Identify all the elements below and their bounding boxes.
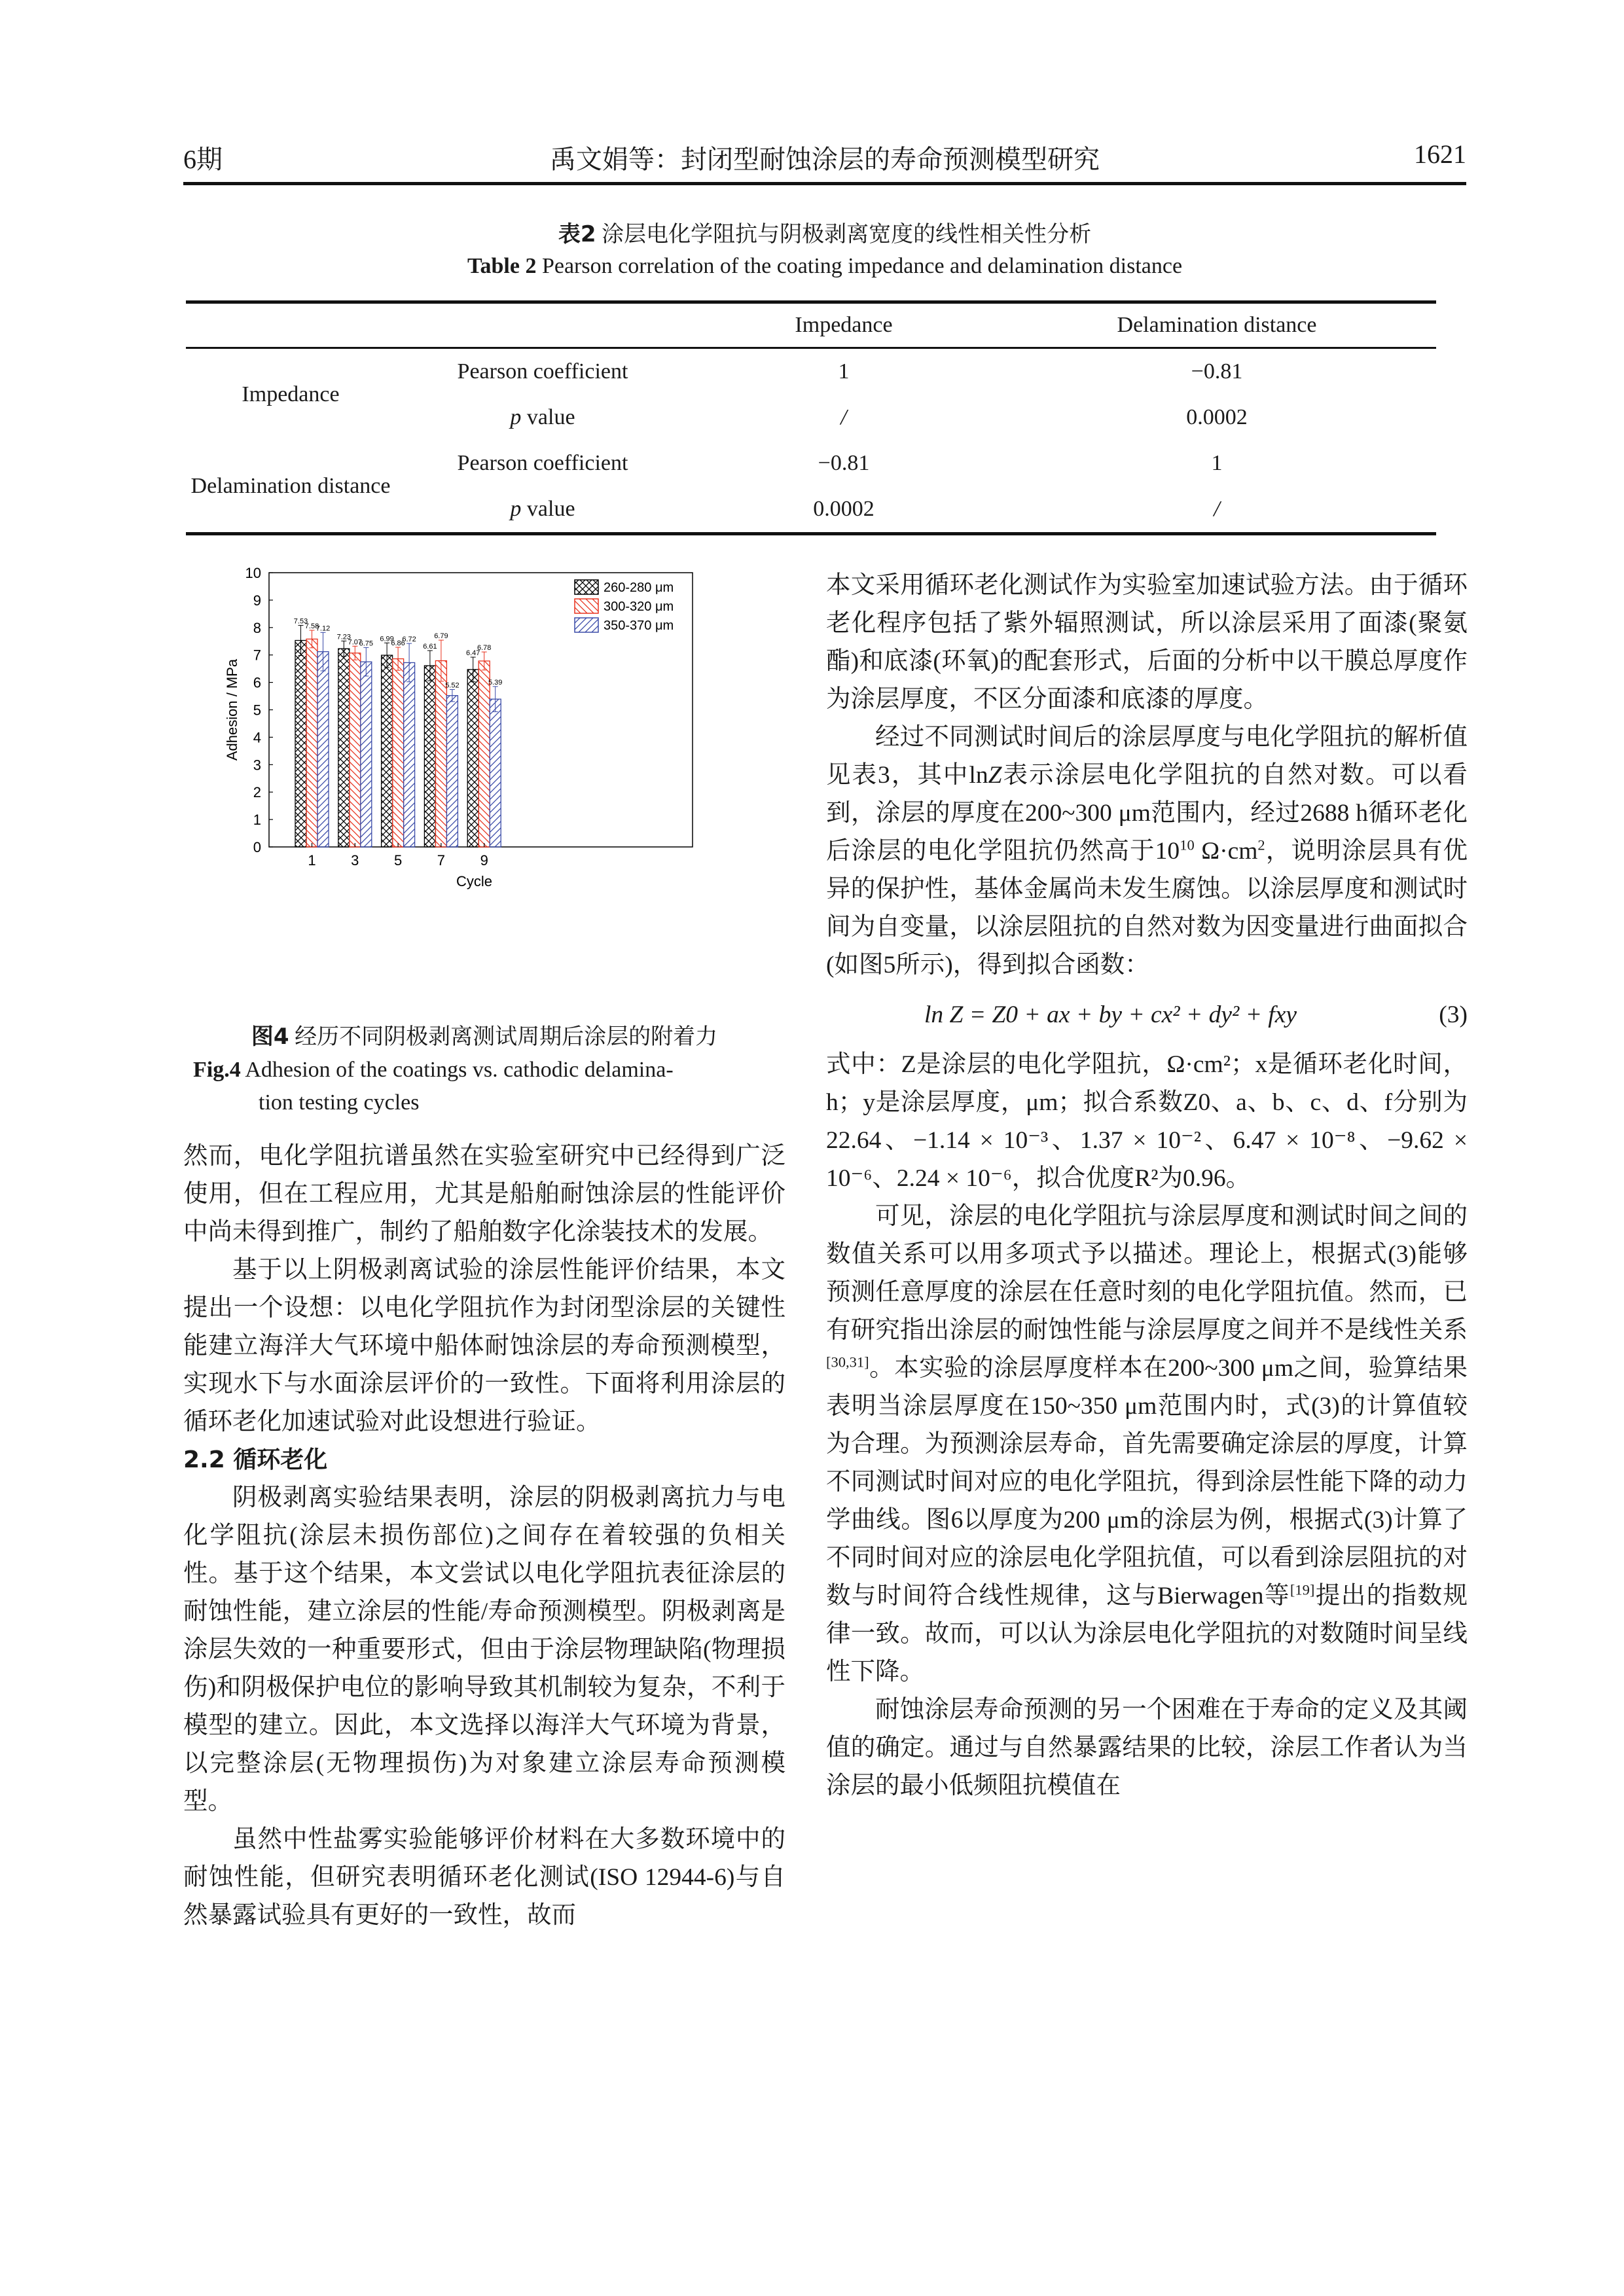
cell-value: /: [840, 405, 847, 429]
svg-text:7.12: 7.12: [316, 624, 331, 633]
paragraph: 阴极剥离实验结果表明，涂层的阴极剥离抗力与电化学阻抗(涂层未损伤部位)之间存在着较强的负相关性。基于这个结果，本文尝试以电化学阻抗表征涂层的耐蚀性能，建立涂层的性能/寿命预测模型。阴极剥离是涂层失效的一种重要形式，但由于涂层物理缺陷(物理损伤)和阴极保护电位的影响导致其机制较为复杂，不利于模型的建立。因此，本文选择以海洋大气环境为背景，以完整涂层(无物理损伤)为对象建立涂层寿命预测模型。: [183, 1484, 785, 1815]
paragraph: 本文采用循环老化测试作为实验室加速试验方法。由于循环老化程序包括了紫外辐照测试，所以涂层采用了面漆(聚氨酯)和底漆(环氧)的配套形式，后面的分析中以干膜总厚度作为涂层厚度，不区分面漆和底漆的厚度。: [826, 572, 1468, 713]
svg-text:5: 5: [253, 702, 261, 719]
svg-text:7.23: 7.23: [336, 633, 352, 641]
svg-text:7: 7: [437, 852, 446, 869]
header-cell: [395, 302, 690, 348]
correlation-table: [186, 300, 1436, 535]
svg-text:6: 6: [253, 674, 261, 691]
row-group-delamination: Delamination distance: [190, 474, 391, 498]
cell-value: /: [1214, 497, 1220, 521]
svg-text:350-370 μm: 350-370 μm: [604, 619, 674, 633]
header-cell: [186, 302, 395, 348]
svg-text:300-320 μm: 300-320 μm: [604, 600, 674, 614]
svg-text:1: 1: [253, 812, 261, 829]
figure-title-en-line2: tion testing cycles: [259, 1090, 420, 1115]
svg-text:6.72: 6.72: [402, 636, 416, 644]
table-row: [186, 348, 1436, 395]
left-column: [183, 1138, 785, 1935]
table-caption-cn: [183, 216, 1466, 248]
paragraph: 耐蚀涂层寿命预测的另一个困难在于寿命的定义及其阈值的确定。通过与自然暴露结果的比较，涂层工作者认为当涂层的最小低频阻抗模值在: [826, 1696, 1468, 1799]
paragraph: 式中：Z是涂层的电化学阻抗，Ω·cm²；x是循环老化时间，h；y是涂层厚度，μm；拟合系数Z0、a、b、c、d、f分别为22.64、−1.14 × 10⁻³、1.37 × 10⁻²、6.47 × 10⁻⁸、−9.62 × 10⁻⁶、2.24 × 10⁻⁶，拟合优度R²为0.96。: [826, 1051, 1468, 1192]
svg-text:Cycle: Cycle: [456, 873, 493, 889]
svg-text:7.53: 7.53: [293, 617, 308, 626]
svg-text:7: 7: [253, 647, 261, 664]
svg-text:260-280 μm: 260-280 μm: [604, 581, 674, 595]
figure-label-cn: 图4: [251, 1024, 289, 1050]
header-impedance: Impedance: [795, 313, 893, 337]
figure-title-en-line1: Adhesion of the coatings vs. cathodic delamina-: [245, 1058, 674, 1082]
equation-3: [826, 984, 1468, 1046]
figure-caption-en: [193, 1054, 795, 1119]
svg-text:6.86: 6.86: [391, 639, 405, 647]
svg-text:0: 0: [253, 839, 261, 855]
table-label-en: Table 2: [467, 254, 537, 278]
cell-value: −0.81: [1191, 359, 1243, 384]
paragraph: 经过不同测试时间后的涂层厚度与电化学阻抗的解析值见表3，其中lnZ表示涂层电化学阻抗的自然对数。可以看到，涂层的厚度在200~300 μm范围内，经过2688 h循环老化后涂层的电化学阻抗仍然高于$10^{10}$ $\Omega\cdot cm^2$，说明涂层具有优异的保护性，基体金属尚未发生腐蚀。以涂层厚度和测试时间为自变量，以涂层阻抗的自然对数为因变量进行曲面拟合(如图5所示)，得到拟合函数：: [826, 724, 1468, 978]
table-row: [186, 440, 1436, 486]
stat-label: p value: [510, 497, 575, 521]
paragraph: 可见，涂层的电化学阻抗与涂层厚度和测试时间之间的数值关系可以用多项式予以描述。理论上，根据式(3)能够预测任意厚度的涂层在任意时刻的电化学阻抗值。然而，已有研究指出涂层的耐蚀性能与涂层厚度之间并不是线性关系[30,31]。本实验的涂层厚度样本在200~300 μm之间，验算结果表明当涂层厚度在150~350 μm范围内时，式(3)的计算值较为合理。为预测涂层寿命，首先需要确定涂层的厚度，计算不同测试时间对应的电化学阻抗，得到涂层性能下降的动力学曲线。图6以厚度为200 μm的涂层为例，根据式(3)计算了不同时间对应的涂层电化学阻抗值，可以看到涂层阻抗的对数与时间符合线性规律，这与Bierwagen等[19]提出的指数规律一致。故而，可以认为涂层电化学阻抗的对数随时间呈线性下降。: [826, 1203, 1468, 1685]
equation-body: ln Z = Z0 + ax + by + cx² + dy² + fxy: [924, 1001, 1297, 1028]
svg-text:3: 3: [253, 757, 261, 774]
section-heading: 2.2 循环老化: [183, 1446, 328, 1473]
figure-title-cn: 经历不同阴极剥离测试周期后涂层的附着力: [295, 1025, 718, 1049]
svg-text:6.79: 6.79: [434, 632, 448, 641]
stat-label: Pearson coefficient: [457, 359, 628, 384]
stat-label: p value: [510, 405, 575, 429]
running-header: [183, 139, 1466, 178]
row-group-impedance: Impedance: [242, 382, 340, 406]
svg-text:6.75: 6.75: [359, 639, 374, 648]
figure-label-en: Fig.4: [193, 1058, 241, 1082]
svg-text:5.52: 5.52: [445, 681, 460, 690]
paragraph: 然而，电化学阻抗谱虽然在实验室研究中已经得到广泛使用，但在工程应用，尤其是船舶耐蚀涂层的性能评价中尚未得到推广，制约了船舶数字化涂装技术的发展。: [183, 1143, 785, 1246]
svg-text:9: 9: [253, 592, 261, 609]
svg-text:1: 1: [308, 852, 316, 869]
running-title: 禹文娟等：封闭型耐蚀涂层的寿命预测模型研究: [550, 145, 1100, 174]
svg-text:6.99: 6.99: [380, 635, 394, 643]
cell-value: 0.0002: [1186, 405, 1248, 429]
svg-text:5: 5: [393, 852, 403, 869]
header-rule: [183, 182, 1466, 185]
svg-text:6.47: 6.47: [465, 649, 480, 658]
svg-text:9: 9: [480, 852, 488, 869]
cell-value: −0.81: [818, 451, 870, 475]
paragraph: 虽然中性盐雾实验能够评价材料在大多数环境中的耐蚀性能，但研究表明循环老化测试(ISO 12944-6)与自然暴露试验具有更好的一致性，故而: [183, 1826, 785, 1929]
equation-number: (3): [1439, 1001, 1468, 1028]
svg-text:3: 3: [351, 852, 359, 869]
table-title-cn: 涂层电化学阻抗与阴极剥离宽度的线性相关性分析: [602, 223, 1092, 247]
table-label-cn: 表2: [558, 221, 596, 247]
svg-text:5.39: 5.39: [488, 678, 503, 687]
svg-text:4: 4: [253, 729, 261, 746]
svg-text:6.78: 6.78: [477, 644, 492, 653]
stat-label: Pearson coefficient: [457, 451, 628, 475]
table-caption-en: [183, 254, 1466, 279]
right-column: [826, 567, 1468, 1805]
header-delamination: Delamination distance: [1117, 313, 1317, 337]
svg-text:Adhesion / MPa: Adhesion / MPa: [224, 658, 240, 761]
citation: [19]: [1290, 1581, 1315, 1598]
svg-text:2: 2: [253, 784, 261, 801]
cell-value: 1: [838, 359, 850, 384]
svg-text:10: 10: [245, 565, 261, 581]
cell-value: 1: [1211, 451, 1223, 475]
adhesion-bar-chart: [196, 563, 785, 1021]
figure-caption-cn: [183, 1018, 785, 1050]
svg-text:7.07: 7.07: [348, 638, 363, 647]
table-header-row: [186, 302, 1436, 348]
chart-svg: [196, 563, 785, 1021]
paragraph: 基于以上阴极剥离试验的涂层性能评价结果，本文提出一个设想：以电化学阻抗作为封闭型涂层的关键性能建立海洋大气环境中船体耐蚀涂层的寿命预测模型，实现水下与水面涂层评价的一致性。下面将利用涂层的循环老化加速试验对此设想进行验证。: [183, 1257, 785, 1435]
page-number: 1621: [1414, 139, 1466, 169]
issue-number: 6期: [183, 145, 223, 174]
cell-value: 0.0002: [813, 497, 875, 521]
table-title-en: Pearson correlation of the coating impedance and delamination distance: [541, 254, 1183, 278]
svg-text:7.58: 7.58: [304, 622, 319, 630]
citation: [30,31]: [826, 1354, 869, 1371]
svg-text:8: 8: [253, 619, 261, 636]
svg-text:6.61: 6.61: [423, 642, 437, 651]
